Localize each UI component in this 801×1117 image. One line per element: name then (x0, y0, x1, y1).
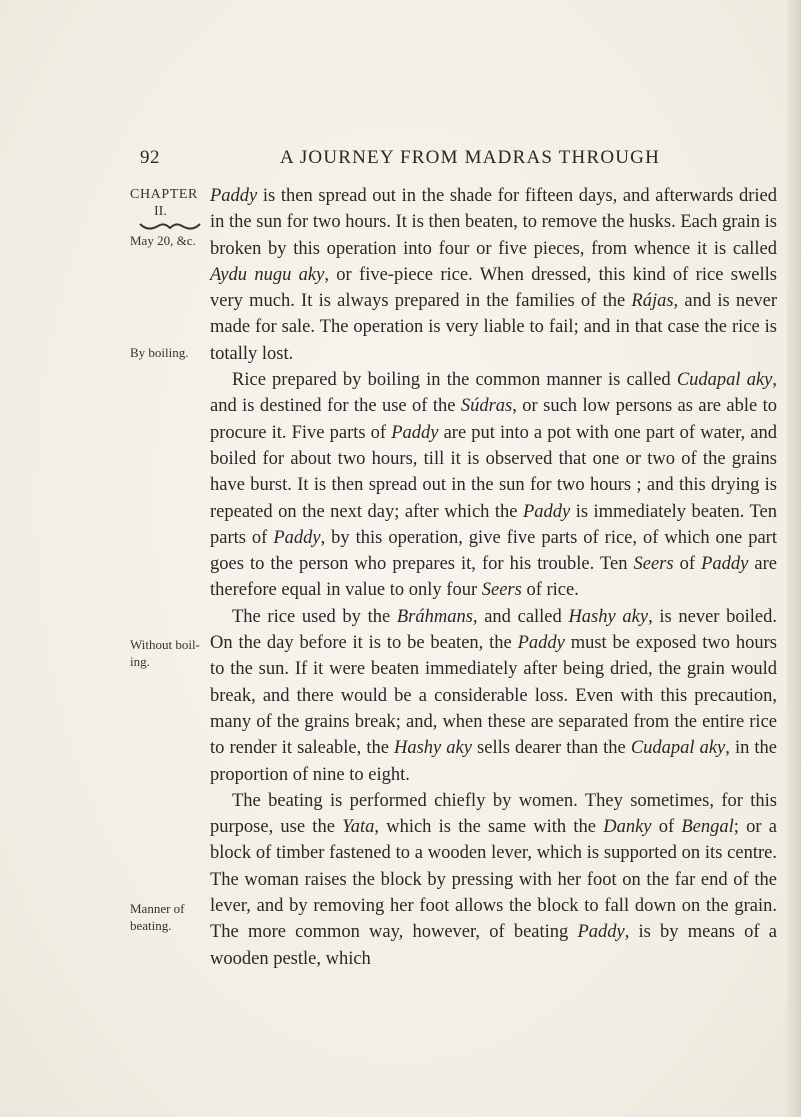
italic-term: Seers (633, 554, 674, 575)
text-run: are put into a pot with one part of water, and boiled for about two hours, till it is observed that one or two of the grains have burst. It is then spread out in the sun for two hours ; and this drying is repeated on the next day; after which the (210, 422, 777, 522)
italic-term: Cudapal aky (676, 370, 773, 391)
text-run: Rice prepared by boiling in the common manner is called (232, 370, 677, 391)
paragraph (210, 367, 777, 604)
page-number: 92 (140, 147, 160, 168)
ornament-flourish-icon (138, 220, 202, 232)
italic-term: Paddy (522, 501, 571, 522)
paragraph (210, 183, 777, 367)
italic-term: Paddy (517, 633, 565, 654)
text-run: , and called (472, 606, 569, 627)
text-run: of (651, 817, 682, 838)
text-run: , which is the same with the (374, 817, 604, 838)
text-run: ; or a block of timber fastened to a wooden lever, which is supported on its centre. The woman raises the block by pressing with her foot on the far end of the lever, and by removing her foot allows the block to fall down on the grain. The more common way, however, of beating (210, 817, 777, 943)
text-run: , is by means of a wooden pestle, which (210, 922, 777, 969)
italic-term: Seers (481, 580, 522, 601)
italic-term: Paddy (391, 422, 439, 443)
text-run: , and is destined for the use of the (210, 370, 777, 417)
italic-term: Hashy aky (393, 738, 472, 759)
italic-term: Yata (342, 817, 375, 838)
margin-date: May 20, &c. (130, 233, 196, 248)
text-run: must be exposed two hours to the sun. If it were beaten immediately after being dried, the grain would break, and there would be a considerable loss. Even with this precaution, many of the grains break; and, when these are separated from the entire rice to render it saleable, the (210, 633, 777, 759)
italic-term: Bengal (681, 817, 734, 838)
text-run: sells dearer than the (471, 738, 631, 759)
text-run: , or five-piece rice. When dressed, this kind of rice swells very much. It is always prepared in the families of the (210, 264, 777, 312)
text-run: The beating is performed chiefly by women. They sometimes, for this purpose, use the (210, 790, 777, 838)
italic-term: Bráhmans (396, 606, 473, 627)
italic-term: Rájas (631, 291, 674, 312)
italic-term: Paddy (210, 186, 258, 206)
text-run: is then spread out in the shade for fifteen days, and afterwards dried in the sun for two hours. It is then beaten, to remove the husks. Each grain is broken by this operation into four or five pieces, from whence it is called (210, 186, 777, 259)
text-run: , or such low persons as are able to procure it. Five parts of (210, 396, 777, 443)
paragraph (210, 788, 777, 972)
paragraph (210, 604, 777, 788)
running-head (140, 147, 780, 177)
text-run: The rice used by the (232, 606, 397, 627)
text-run: , is never boiled. On the day before it is to be beaten, the (210, 606, 777, 654)
text-run: , and is never made for sale. The operation is very liable to fail; and in that case the rice is totally lost. (210, 291, 777, 364)
italic-term: Paddy (701, 554, 749, 575)
margin-chapter-note (130, 185, 210, 249)
text-run: of (673, 554, 702, 575)
body-text (210, 183, 777, 972)
text-run: are therefore equal in value to only four (210, 554, 777, 601)
margin-note-by-boiling: By boiling. (130, 345, 189, 360)
italic-term: Hashy aky (568, 606, 649, 627)
text-run: , in the proportion of nine to eight. (210, 738, 778, 785)
italic-term: Paddy (273, 527, 321, 548)
italic-term: Cudapal aky (630, 738, 726, 759)
margin-note-manner-of-beating: Manner of beating. (130, 901, 185, 933)
running-title: A JOURNEY FROM MADRAS THROUGH (280, 147, 661, 168)
italic-term: Danky (603, 817, 652, 838)
text-run: is immediately beaten. Ten parts of (210, 501, 777, 548)
margin-note-without-boiling: Without boil-ing. (130, 637, 200, 669)
chapter-label: CHAPTER (130, 187, 198, 202)
italic-term: Súdras (460, 396, 513, 417)
page-edge-shadow (787, 0, 801, 1117)
italic-term: Paddy (577, 922, 625, 943)
text-run: , by this operation, give five parts of rice, of which one part goes to the person who prepares it, for his trouble. Ten (210, 527, 777, 575)
italic-term: Aydu nugu aky (210, 264, 325, 285)
text-run: of rice. (521, 580, 579, 601)
chapter-number: II. (154, 204, 167, 219)
